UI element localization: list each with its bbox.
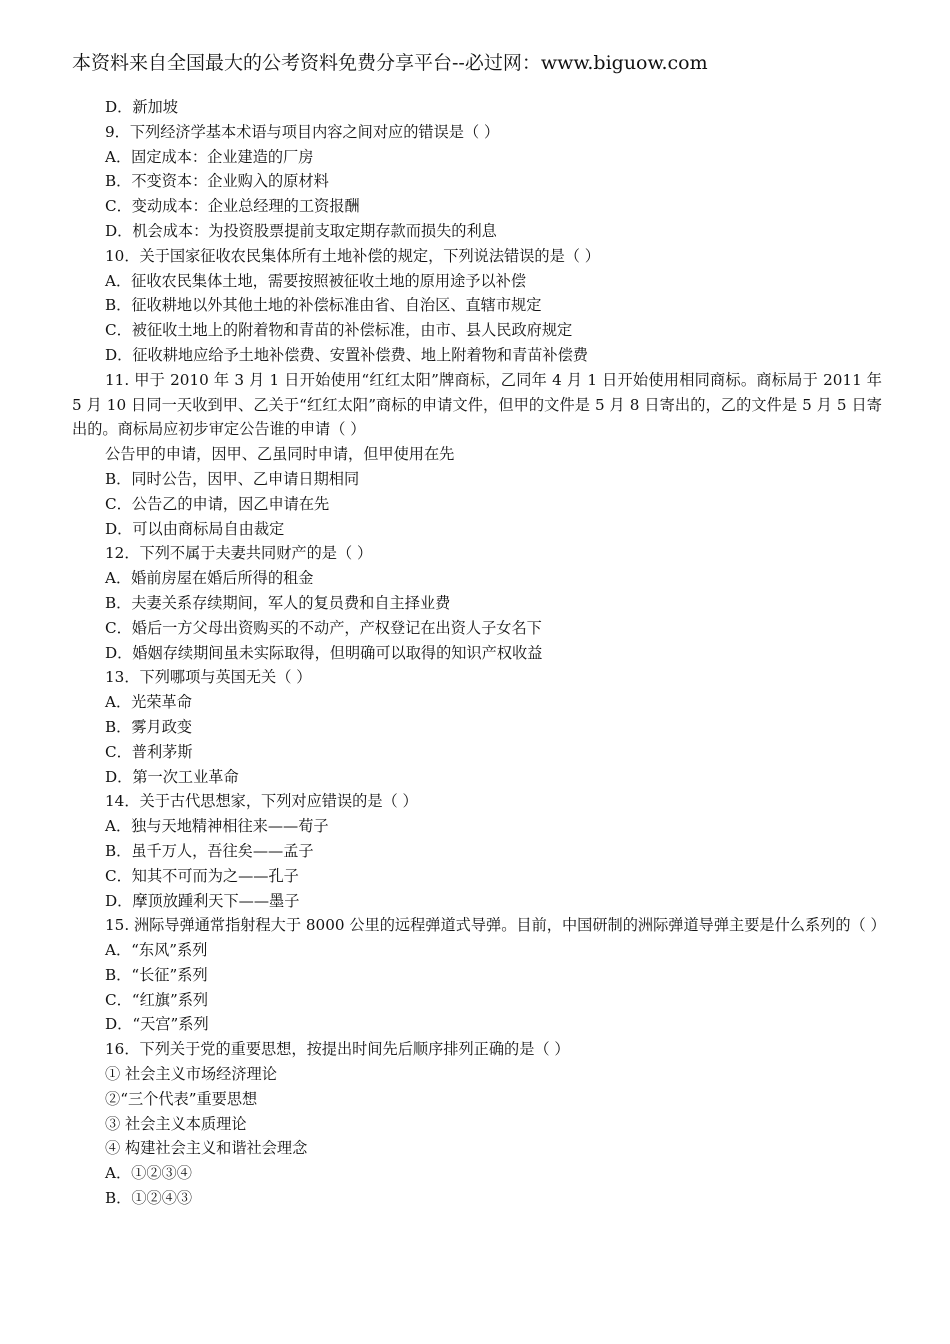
option-line: B．①②④③ xyxy=(105,1189,193,1208)
question-15-paragraph: 15. 洲际导弹通常指射程大于 8000 公里的远程弹道式导弹。目前，中国研制的洲际弹道导弹主要是什么系列的（ ） xyxy=(105,916,886,935)
option-line: C．普利茅斯 xyxy=(105,742,193,761)
option-line: A．独与天地精神相往来——荀子 xyxy=(105,817,329,836)
option-line: B．夫妻关系存续期间，军人的复员费和自主择业费 xyxy=(105,593,451,612)
question-line: 14．关于古代思想家，下列对应错误的是（ ） xyxy=(105,792,418,811)
item-line: ②“三个代表”重要思想 xyxy=(105,1089,258,1108)
option-line: C．知其不可而为之——孔子 xyxy=(105,866,299,885)
option-line: B．不变资本：企业购入的原材料 xyxy=(105,172,329,191)
option-line: A．“东风”系列 xyxy=(105,941,208,960)
option-line: D．机会成本：为投资股票提前支取定期存款而损失的利息 xyxy=(105,221,497,240)
option-line: D．摩顶放踵利天下——墨子 xyxy=(105,891,300,910)
option-line: D．第一次工业革命 xyxy=(105,767,239,786)
item-line: ① 社会主义市场经济理论 xyxy=(105,1065,277,1084)
option-line: C．婚后一方父母出资购买的不动产，产权登记在出资人子女名下 xyxy=(105,618,542,637)
option-line: D．婚姻存续期间虽未实际取得，但明确可以取得的知识产权收益 xyxy=(105,643,543,662)
question-11-paragraph: 11. 甲于 2010 年 3 月 1 日开始使用“红红太阳”牌商标，乙同年 4 月 1 日开始使用相同商标。商标局于 2011 年 5 月 10 日同一天收到甲、乙关于“红红太阳”商标的申请文件，但甲的文件是 5 月 8 日寄出的，乙的文件是 5 月 5 日寄出的。商标局应初步审定公告谁的申请（ ） xyxy=(72,370,882,439)
option-line: A．征收农民集体土地，需要按照被征收土地的原用途予以补偿 xyxy=(105,271,527,290)
document-body xyxy=(72,95,886,1211)
option-line: B．虽千万人，吾往矣——孟子 xyxy=(105,841,314,860)
question-line: 10．关于国家征收农民集体所有土地补偿的规定，下列说法错误的是（ ） xyxy=(105,246,600,265)
question-line: 12．下列不属于夫妻共同财产的是（ ） xyxy=(105,544,373,563)
option-line: C．被征收土地上的附着物和青苗的补偿标准，由市、县人民政府规定 xyxy=(105,321,573,340)
item-line: ③ 社会主义本质理论 xyxy=(105,1114,247,1133)
question-line: 16．下列关于党的重要思想，按提出时间先后顺序排列正确的是（ ） xyxy=(105,1040,570,1059)
option-line: C．变动成本：企业总经理的工资报酬 xyxy=(105,197,360,216)
option-line: B．征收耕地以外其他土地的补偿标准由省、自治区、直辖市规定 xyxy=(105,296,542,315)
option-line: A．固定成本：企业建造的厂房 xyxy=(105,147,314,166)
option-line: D．“天宫”系列 xyxy=(105,1015,209,1034)
question-line: 9．下列经济学基本术语与项目内容之间对应的错误是（ ） xyxy=(105,122,500,141)
option-line: C．公告乙的申请，因乙申请在先 xyxy=(105,494,330,513)
option-line: A．①②③④ xyxy=(105,1164,192,1183)
option-line: A．婚前房屋在婚后所得的租金 xyxy=(105,569,314,588)
option-line: B．“长征”系列 xyxy=(105,965,208,984)
option-line: C．“红旗”系列 xyxy=(105,990,209,1009)
option-line: D．可以由商标局自由裁定 xyxy=(105,519,285,538)
option-line: B．雾月政变 xyxy=(105,717,193,736)
question-line: 13．下列哪项与英国无关（ ） xyxy=(105,668,312,687)
item-line: ④ 构建社会主义和谐社会理念 xyxy=(105,1139,308,1158)
option-line: D．征收耕地应给予土地补偿费、安置补偿费、地上附着物和青苗补偿费 xyxy=(105,345,588,364)
option-line: D．新加坡 xyxy=(105,98,178,116)
option-line: A．光荣革命 xyxy=(105,693,192,712)
option-line: 公告甲的申请，因甲、乙虽同时申请，但甲使用在先 xyxy=(105,445,455,464)
option-line: B．同时公告，因甲、乙申请日期相同 xyxy=(105,469,360,488)
page-header: 本资料来自全国最大的公考资料免费分享平台--必过网：www.biguow.com xyxy=(72,52,708,74)
